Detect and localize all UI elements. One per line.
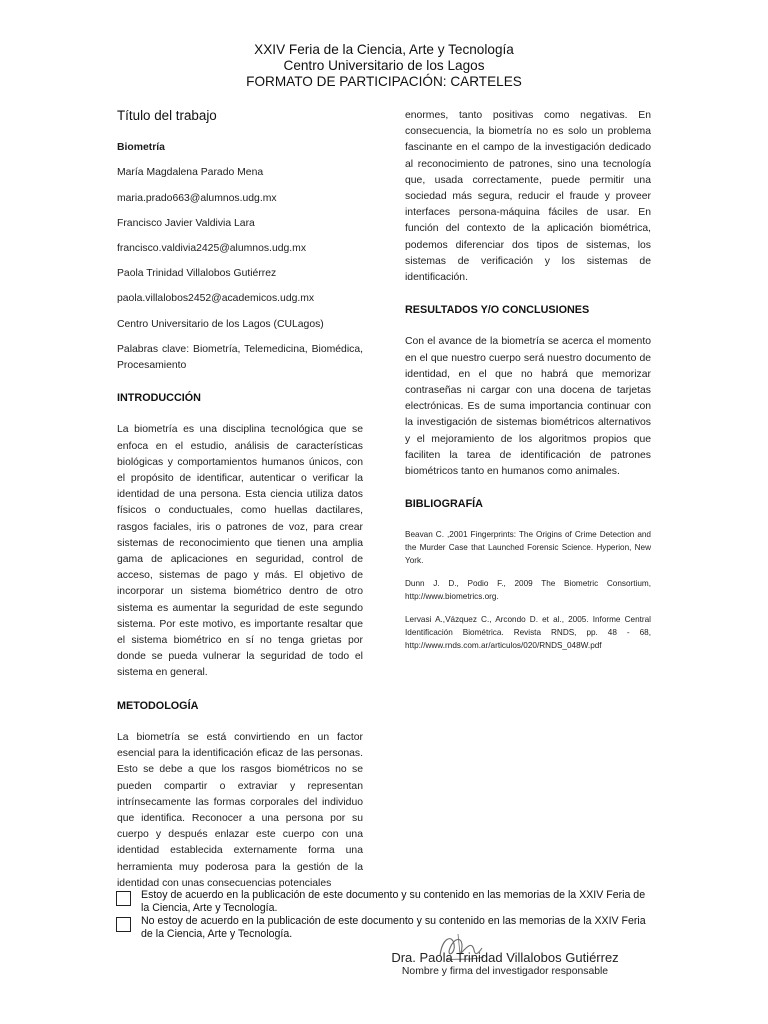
consent-agree-checkbox[interactable] <box>116 891 131 906</box>
header-format: FORMATO DE PARTICIPACIÓN: CARTELES <box>246 74 522 89</box>
work-topic: Biometría <box>117 142 165 154</box>
author-affiliation: Centro Universitario de los Lagos (CULagos) <box>117 318 324 330</box>
signature-name: Dra. Paola Trinidad Villalobos Gutiérrez <box>391 950 619 965</box>
signature-block <box>365 950 645 977</box>
intro-heading: INTRODUCCIÓN <box>117 392 201 405</box>
bibliography-entry-2: Dunn J. D., Podio F., 2009 The Biometric Consortium, http://www.biometrics.org. <box>405 579 651 602</box>
method-text: La biometría se está convirtiendo en un factor esencial para la identificación eficaz de las personas. Esto se debe a que los rasgos biométricos no se pueden compartir o extraviar y representan intrínsecamente las formas corporales del individuo que identifica. Reconocer a una persona por su cuerpo y después enlazar este cuerpo con una identidad establecida externamente forma una herramienta muy poderosa para la gestión de la identidad con unas consecuencias potenciales <box>117 731 363 889</box>
bibliography-entry-3: Lervasi A.,Vázquez C., Arcondo D. et al., 2005. Informe Central Identificación Biométrica. Revista RNDS, pp. 48 - 68, http://www.rnds.com.ar/articulos/020/RNDS_048W.pdf <box>405 615 651 651</box>
consent-agree-row <box>116 889 656 914</box>
author-name-1: María Magdalena Parado Mena <box>117 167 264 179</box>
work-title-label: Título del trabajo <box>117 108 217 123</box>
document-header <box>0 42 768 90</box>
results-text: Con el avance de la biometría se acerca el momento en el que nuestro cuerpo será nuestro documento de identidad, en el que no habrá que memorizar contraseñas ni cargar con una docena de tarjetas electrónicas. Es de suma importancia continuar con la investigación de sistemas biométricos alternativos y el mejoramiento de los algoritmos propios que faciliten la tarea de identificación de patrones biométricos tanto en humanos como animales. <box>405 336 651 478</box>
author-name-3: Paola Trinidad Villalobos Gutiérrez <box>117 268 277 280</box>
author-email-3: paola.villalobos2452@academicos.udg.mx <box>117 293 315 305</box>
results-heading: RESULTADOS Y/O CONCLUSIONES <box>405 304 590 317</box>
bibliography-heading: BIBLIOGRAFÍA <box>405 498 483 511</box>
signature-caption: Nombre y firma del investigador responsable <box>401 966 609 977</box>
keywords: Palabras clave: Biometría, Telemedicina, Biomédica, Procesamiento <box>117 343 363 372</box>
right-column <box>405 108 651 662</box>
consent-disagree-checkbox[interactable] <box>116 917 131 932</box>
author-email-1: maria.prado663@alumnos.udg.mx <box>117 192 277 204</box>
intro-text: La biometría es una disciplina tecnológica que se enfoca en el estudio, análisis de características biológicas y comportamientos humanos únicos, con el propósito de identificar, autenticar o verificar la identidad de una persona. Esta ciencia utiliza datos físicos o conductuales, como huellas dactilares, rasgos faciales, iris o patrones de voz, para crear sistemas de reconocimiento que tienen una amplia gama de aplicaciones en seguridad, control de acceso, sistemas de pago y más. El objetivo de incorporar un sistema biométrico dentro de otro sistema es aumentar la seguridad de este segundo sistema. Por este motivo, es importante resaltar que el sistema biométrico en sí no tenga grietas por donde se pueda vulnerar la seguridad de todo el sistema en general. <box>117 424 363 679</box>
method-heading: METODOLOGÍA <box>117 699 199 712</box>
consent-section <box>116 889 656 941</box>
method-text-continued: enormes, tanto positivas como negativas. En consecuencia, la biometría no es solo un problema fascinante en el campo de la investigación dedicado al reconocimiento de patrones, sino una tecnología que, usada correctamente, puede permitir una sociedad más segura, reducir el fraude y proveer interfaces persona-máquina fáciles de usar. En función del contexto de la aplicación biométrica, podemos diferenciar dos tipos de sistemas, los sistemas de verificación y los sistemas de identificación. <box>405 110 651 284</box>
header-institution: Centro Universitario de los Lagos <box>283 58 485 73</box>
bibliography-entry-1: Beavan C. ,2001 Fingerprints: The Origins of Crime Detection and the Murder Case that Launched Forensic Science. Hyperion, New York. <box>405 530 651 566</box>
consent-disagree-label: No estoy de acuerdo en la publicación de este documento y su contenido en las memorias de la XXIV Feria de la Ciencia, Arte y Tecnología. <box>141 915 646 940</box>
consent-agree-label: Estoy de acuerdo en la publicación de este documento y su contenido en las memorias de la XXIV Feria de la Ciencia, Arte y Tecnología. <box>141 889 646 914</box>
author-name-2: Francisco Javier Valdivia Lara <box>117 217 255 229</box>
author-email-2: francisco.valdivia2425@alumnos.udg.mx <box>117 243 307 255</box>
left-column <box>117 104 363 908</box>
header-fair-title: XXIV Feria de la Ciencia, Arte y Tecnología <box>254 42 514 57</box>
consent-disagree-row <box>116 915 656 940</box>
